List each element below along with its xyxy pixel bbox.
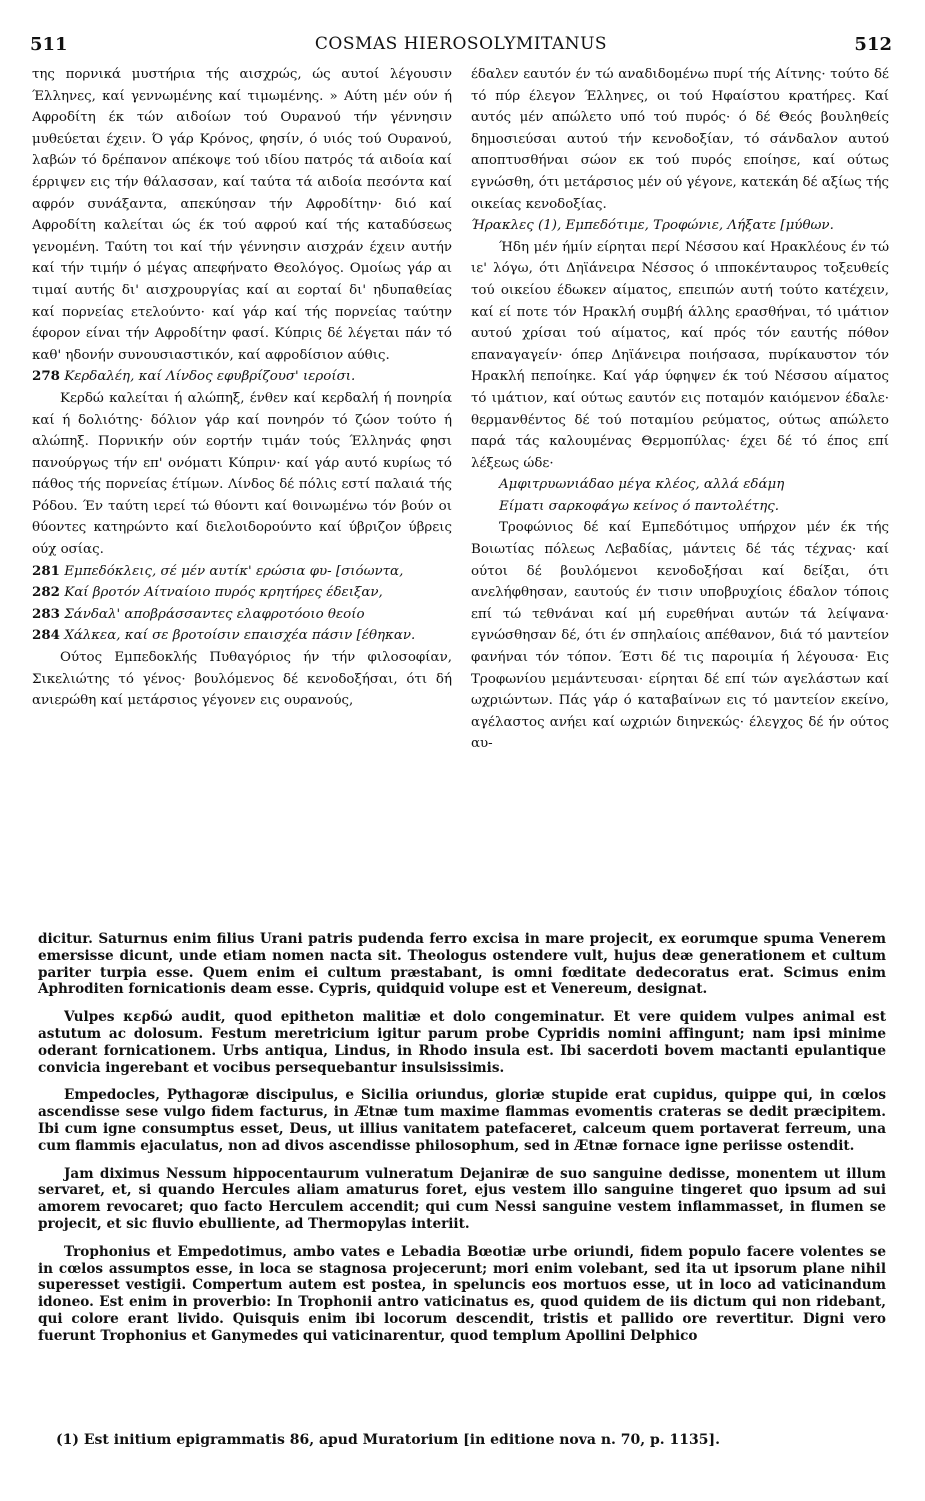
lemma-281 <box>32 561 452 583</box>
verse-number: 278 <box>32 368 60 385</box>
verse-line: Είματι σαρκοφάγω κείνος ό παντολέτης. <box>499 498 779 514</box>
lemma-284 <box>32 625 452 647</box>
latin-paragraph: Vulpes κερδώ audit, quod epitheton malitiæ et dolo congeminatur. Et vere quidem vulpes animal est astutum ac dolosum. Festum meretricium igitur parum probe Cypridis nomini affingunt; nam ipsi minime oderant fornicationem. Urbs antiqua, Lindus, in Rhodo insula est. Ibi sacerdoti bovem mactanti epulantique convicia ingerebant et vocibus persequebantur insulsissimis. <box>38 1009 886 1076</box>
lemma-text: Σάνδαλ' αποβράσσαντες ελαφροτόοιο θεοίο <box>64 606 365 622</box>
running-title: COSMAS HIEROSOLYMITANUS <box>314 34 608 54</box>
verse-number: 282 <box>32 584 60 601</box>
greek-column-left <box>32 64 452 712</box>
lemma-text: Εμπεδόκλεις, σέ μέν αυτίκ' ερώσια φυ- [σιόωντα, <box>64 563 404 579</box>
latin-paragraph: Trophonius et Empedotimus, ambo vates e Lebadia Bœotiæ urbe oriundi, fidem populo facere volentes se in cœlos assumptos esse, in loca se stagnosa projecerunt; mori enim volebant, sed ita ut ipsorum plane nihil superesset vestigii. Compertum autem est postea, in speluncis eos mortuos esse, ut in loco ad vaticinandum idoneo. Est enim in proverbio: In Trophonii antro vaticinatus es, quod quidem de iis dictum qui non ridebant, qui colore erant livido. Quisquis enim ibi locorum descendit, tristis et pallido ore revertitur. Digni vero fuerunt Trophonius et Ganymedes qui vaticinarentur, quod templum Apollini Delphico <box>38 1243 886 1344</box>
lemma-282 <box>32 582 452 604</box>
greek-paragraph: Τροφώνιος δέ καί Εμπεδότιμος υπήρχον μέν έκ τής Βοιωτίας πόλεως Λεβαδίας, μάντεις δέ τάς τέχνας· καί ούτοι δέ βουλόμενοι κενοδοξήσαι καί δείξαι, ότι ανελήφθησαν, εαυτούς έν τισιν υποβρυχίοις έδαλον τόποις επί τώ τεθνάναι καί μή ευρεθήναι αυτών τά λείψανα· εγνώσθησαν δέ, ότι έν σπηλαίοις απέθανον, διά τό μαντείον φανήναι τόν τόπον. Έστι δέ τις παροιμία ή λέγουσα· Εις Τροφωνίου μεμάντευσαι· είρηται δέ επί τών αγελάστων καί ωχριώντων. Πάς γάρ ό καταβαίνων εις τό μαντείον εκείνο, αγέλαστος ανήει καί ωχριών διηνεκώς· έλεγχος δέ ήν ούτος αυ- <box>471 520 889 752</box>
verse-number: 281 <box>32 562 60 579</box>
lemma-text: Χάλκεα, καί σε βροτοίσιν επαισχέα πάσιν [έθηκαν. <box>64 628 416 644</box>
lemma-text: Κερδαλέη, καί Λίνδος εφυβρίζουσ' ιεροίσι. <box>64 369 356 385</box>
verse-line: Αμφιτρυωνιάδαο μέγα κλέος, αλλά εδάμη <box>499 477 785 493</box>
latin-paragraph: Jam diximus Nessum hippocentaurum vulneratum Dejaniræ de suo sanguine dedisse, monentem ut illum servaret, et, si quando Hercules aliam amaturus foret, ejus vestem illo sanguine tingeret quo ipsum ad sui amorem revocaret; quo facto Herculem accendit; qui cum Nessi sanguine vestem inflammasset, in flumen se projecit, et sic fluvio ebulliente, ad Thermopylas interiit. <box>38 1165 886 1232</box>
page-number-left: 511 <box>30 34 68 55</box>
greek-column-right <box>471 64 889 755</box>
lemma-text: Καί βροτόν Αίτναίοιο πυρός κρητήρες έδειξαν, <box>64 585 383 601</box>
verse-number: 284 <box>32 627 60 644</box>
greek-paragraph: της πορνικά μυστήρια τής αισχρώς, ώς αυτοί λέγουσιν Έλληνες, καί γεννωμένης καί τιμωμένης. » Αύτη μέν ούν ή Αφροδίτη έκ τών αιδοίων τού Ουρανού τήν γέννησιν μυθεύεται έχειν. Ό γάρ Κρόνος, φησίν, ό υιός τού Ουρανού, λαβών τό δρέπανον απέκοψε τού ιδίου πατρός τά αιδοία καί έρριψεν εις τήν θάλασσαν, καί ταύτα τά αιδοία πεσόντα καί αφρόν συνάξαντα, απεκύησαν τήν Αφροδίτην· διό καί Αφροδίτη καλείται ώς έκ τού αφρού καί τής καταδύσεως γενομένη. Ταύτη τοι καί τήν γέννησιν αισχράν έχειν αυτήν καί τήν τιμήν ό μέγας απεφήνατο Θεολόγος. Ομοίως γάρ αι τιμαί αυτής δι' αισχρουργίας καί αι εορταί δι' ηδυπαθείας καί πορνείας ετελούντο· καί γάρ καί τής πορνείας ταύτην έφορον είναι τήν Αφροδίτην φασί. Κύπρις δέ λέγεται πάν τό καθ' ηδονήν συνουσιαστικόν, καί αφροδίσιον αύθις. <box>32 67 452 363</box>
latin-translation <box>38 931 886 1356</box>
latin-paragraph: Empedocles, Pythagoræ discipulus, e Sicilia oriundus, gloriæ stupide erat cupidus, quippe qui, in cœlos ascendisse sese vulgo fidem facturus, in Ætnæ tum maxime flammas evomentis crateras se dedit præcipitem. Ibi cum igne consumptus esset, Deus, ut illius vanitatem patefaceret, calceum quem portaverat ferreum, una cum flammis ejaculatus, non ad divos ascendisse philosophum, sed in Ætnæ fornace igne periisse ostendit. <box>38 1087 886 1154</box>
lemma-heracles: Ήρακλες (1), Εμπεδότιμε, Τροφώνιε, Λήξατε [μύθων. <box>471 218 834 234</box>
lemma-283 <box>32 604 452 626</box>
page-number-right: 512 <box>854 34 892 55</box>
verse-number: 283 <box>32 605 60 622</box>
greek-paragraph: Ήδη μέν ήμίν είρηται περί Νέσσου καί Ηρακλέους έν τώ ιε' λόγω, ότι Δηϊάνειρα Νέσσος ό ιπποκένταυρος τοξευθείς τού οικείου έδωκεν αίματος, επειπών αυτή τούτο κατέχειν, καί εί ποτε τόν Ηρακλή συμβή άλλης ερασθήναι, τό ιμάτιον αυτού χρίσαι τού αίματος, καί πρός τόν εαυτής πόθον επαναγαγείν· όπερ Δηϊάνειρα ποιήσασα, πυρίκαυστον τόν Ηρακλή πεποίηκε. Καί γάρ ύφηψεν έκ τού Νέσσου αίματος τό ιμάτιον, καί ούτως εαυτόν εις ποταμόν καιόμενον έδαλε· θερμανθέντος δέ τού ποταμίου ρεύματος, ούτως απώλετο παρά τάς καλουμένας Θερμοπύλας· έχει δέ τό έπος επί λέξεως ώδε· <box>471 239 889 471</box>
greek-paragraph: έδαλεν εαυτόν έν τώ αναδιδομένω πυρί τής Αίτνης· τούτο δέ τό πύρ έλεγον Έλληνες, οι τού Ηφαίστου κρατήρες. Καί αυτός μέν απώλετο υπό τού πυρός· ό δέ Θεός βουληθείς δημοσιεύσαι αυτού τήν κενοδοξίαν, τό σάνδαλον αυτού αποπτυσθήναι σώον εκ τού πυρός εποίησε, καί ούτως εγνώσθη, ότι μετάρσιος μέν ού γέγονε, κατεκάη δέ αξίως τής οικείας κενοδοξίας. <box>471 67 889 212</box>
greek-paragraph: Ούτος Εμπεδοκλής Πυθαγόριος ήν τήν φιλοσοφίαν, Σικελιώτης τό γένος· βουλόμενος δέ κενοδοξήσαι, ότι δή ανιερώθη καί μετάρσιος γέγονεν εις ουρανούς, <box>32 650 452 709</box>
greek-paragraph: Κερδώ καλείται ή αλώπηξ, ένθεν καί κερδαλή ή πονηρία καί ή δολιότης· δόλιον γάρ καί πονηρόν τό ζώον τούτο ή αλώπηξ. Πορνικήν ούν εορτήν τιμάν τούς Έλληνάς φησι πανούργως τήν επ' ονόματι Κύπριν· καί γάρ αυτό κυρίως τό πάθος τής πορνείας έτίμων. Λίνδος δέ πόλις εστί παλαιά τής Ρόδου. Έν ταύτη ιερεί τώ θύοντι καί θοινωμένω τόν βούν οι θύοντες κατηρώντο καί διελοιδορούντο καί ύβριζον ύβρεις ούχ οσίας. <box>32 390 452 558</box>
lemma-278 <box>32 366 452 388</box>
running-header <box>30 34 892 58</box>
latin-paragraph: dicitur. Saturnus enim filius Urani patris pudenda ferro excisa in mare projecit, ex eorumque spuma Venerem emersisse dicunt, unde etiam nomen nacta sit. Theologus ostendere vult, hujus deæ generationem et cultum pariter turpia esse. Quem enim ei cultum præstabant, is omni fœditate dedecoratus erat. Scimus enim Aphroditen fornicationis deam esse. Cypris, quidquid volupe est et Venereum, designat. <box>38 931 886 998</box>
footnote: (1) Est initium epigrammatis 86, apud Muratorium [in editione nova n. 70, p. 1135]. <box>56 1432 720 1448</box>
